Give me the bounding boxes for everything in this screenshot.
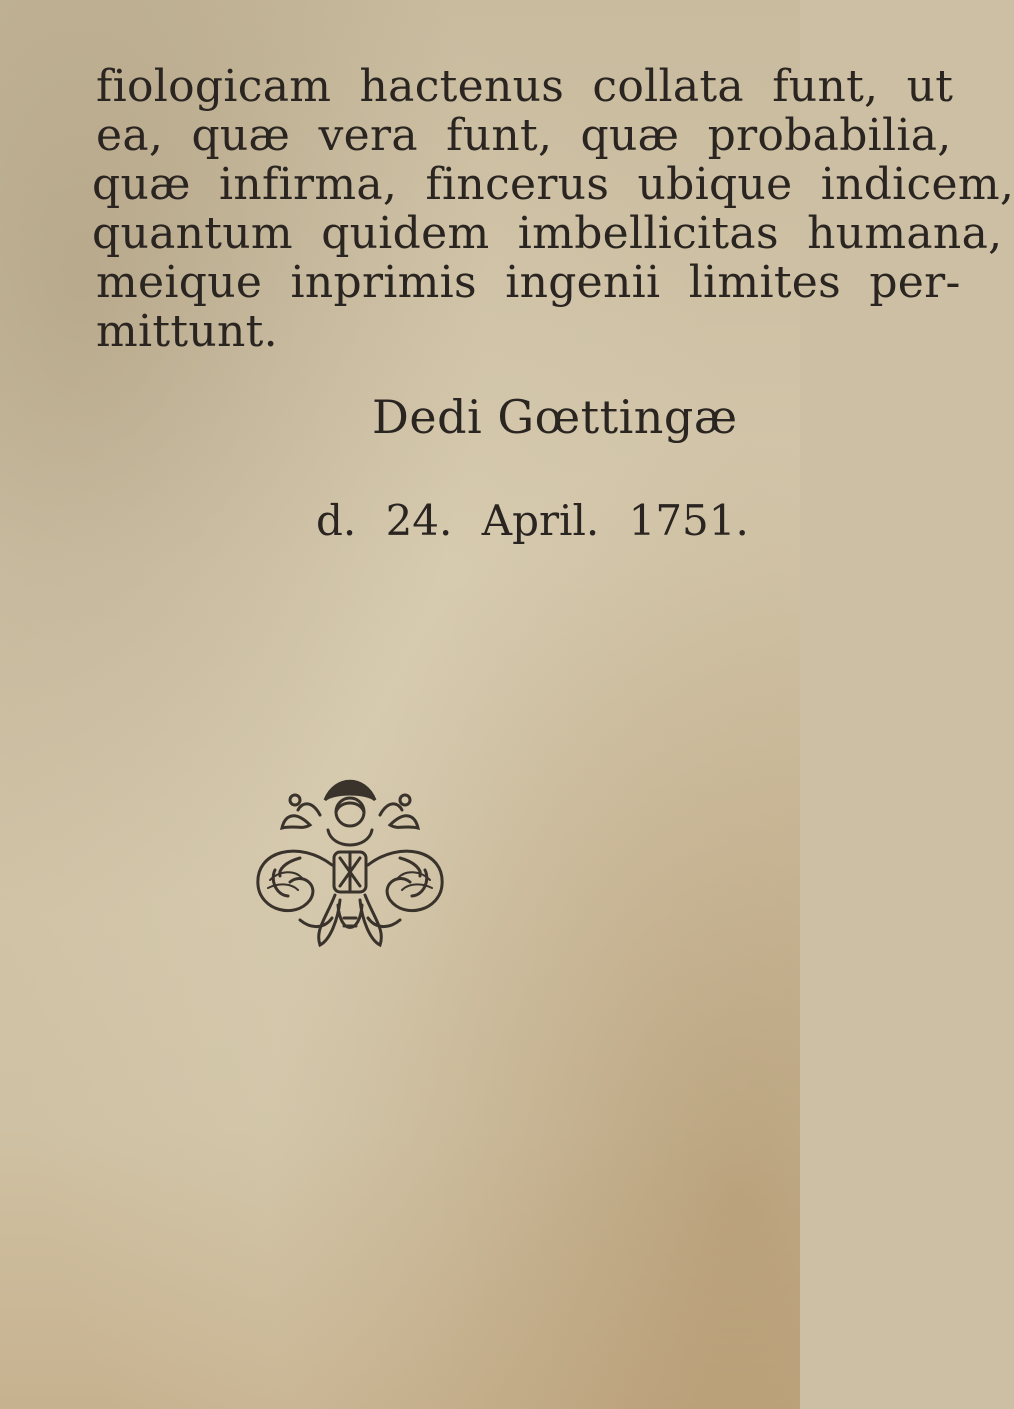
closing-place: Dedi Gœttingæ	[372, 390, 738, 444]
text-line: ea, quæ vera funt, quæ probabilia,	[96, 110, 952, 161]
closing-date: d. 24. April. 1751.	[316, 496, 749, 545]
body-text	[92, 61, 1014, 357]
floral-vignette-icon	[240, 770, 450, 955]
text-line: meique inprimis ingenii limites per-	[96, 257, 961, 308]
text-line: quantum quidem imbellicitas humana,	[92, 208, 1003, 259]
text-line: mittunt.	[96, 306, 278, 357]
text-line: fiologicam hactenus collata funt, ut	[96, 61, 954, 112]
text-line: quæ infirma, fincerus ubique indicem,	[92, 159, 1014, 210]
